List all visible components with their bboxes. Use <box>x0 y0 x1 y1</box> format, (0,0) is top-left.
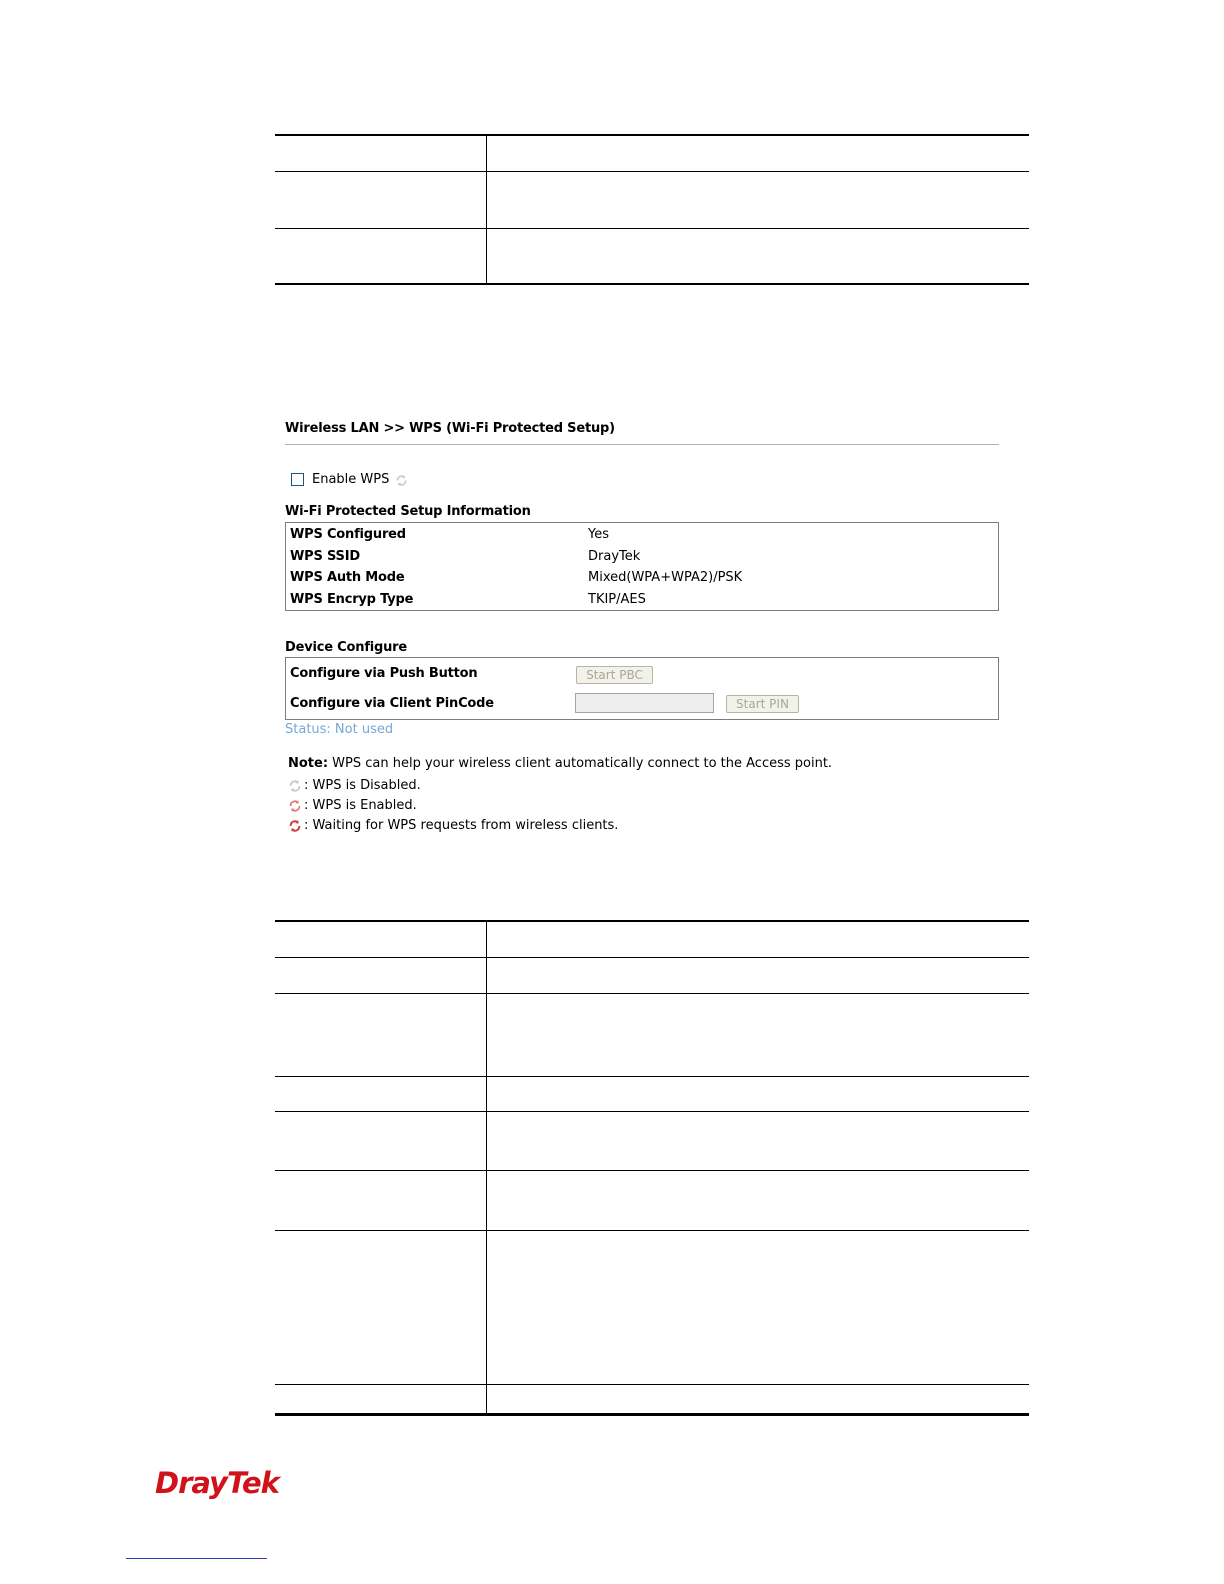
legend-text: : WPS is Disabled. <box>304 778 421 793</box>
start-pbc-button[interactable]: Start PBC <box>576 666 653 684</box>
device-configure-box <box>285 657 999 720</box>
page-title: Wireless LAN >> WPS (Wi-Fi Protected Setup) <box>285 421 615 436</box>
wps-disabled-icon <box>288 779 302 793</box>
info-value: Mixed(WPA+WPA2)/PSK <box>588 570 743 585</box>
legend-disabled <box>288 778 421 793</box>
note-label: Note: <box>288 756 329 771</box>
info-label: WPS Auth Mode <box>290 570 405 585</box>
wps-setup-panel <box>285 418 1000 838</box>
wps-waiting-icon <box>288 819 302 833</box>
push-button-label: Configure via Push Button <box>290 666 478 681</box>
note <box>288 756 832 771</box>
pincode-label: Configure via Client PinCode <box>290 696 494 711</box>
legend-text: : WPS is Enabled. <box>304 798 417 813</box>
note-text: WPS can help your wireless client automatically connect to the Access point. <box>328 756 833 771</box>
device-section-title: Device Configure <box>285 640 408 655</box>
table-rule <box>275 134 1029 136</box>
table-rule <box>275 920 1029 922</box>
table-rule <box>275 1076 1029 1077</box>
table-rule <box>275 1413 1029 1416</box>
table-rule <box>275 171 1029 172</box>
wps-disabled-icon <box>395 474 407 486</box>
enable-wps-label: Enable WPS <box>312 472 390 487</box>
legend-text: : Waiting for WPS requests from wireless clients. <box>304 818 619 833</box>
draytek-logo <box>155 1465 287 1505</box>
table-rule <box>275 283 1029 285</box>
wps-status: Status: Not used <box>285 722 394 737</box>
enable-wps-checkbox[interactable] <box>291 473 304 486</box>
manual-table-bottom <box>275 920 1029 1417</box>
info-value: DrayTek <box>588 549 641 564</box>
table-rule <box>275 993 1029 994</box>
start-pin-button[interactable]: Start PIN <box>726 695 799 713</box>
legend-enabled <box>288 798 417 813</box>
table-rule <box>275 1384 1029 1385</box>
table-rule <box>275 957 1029 958</box>
wps-enabled-icon <box>288 799 302 813</box>
enable-wps-row <box>291 472 407 487</box>
wps-info-box <box>285 522 999 611</box>
info-section-title: Wi-Fi Protected Setup Information <box>285 504 531 519</box>
info-value: Yes <box>588 527 609 542</box>
table-rule <box>275 228 1029 229</box>
table-rule <box>275 1111 1029 1112</box>
table-column-divider <box>486 920 487 1415</box>
title-divider <box>285 444 999 445</box>
table-rule <box>275 1230 1029 1231</box>
info-value: TKIP/AES <box>588 592 646 607</box>
info-label: WPS SSID <box>290 549 360 564</box>
logo-text: DrayTek <box>155 1466 279 1500</box>
table-rule <box>275 1170 1029 1171</box>
info-label: WPS Configured <box>290 527 406 542</box>
table-column-divider <box>486 134 487 285</box>
info-label: WPS Encryp Type <box>290 592 414 607</box>
pincode-input[interactable] <box>575 693 714 713</box>
footer-rule <box>126 1558 267 1559</box>
manual-table-top <box>275 134 1029 286</box>
legend-waiting <box>288 818 618 833</box>
